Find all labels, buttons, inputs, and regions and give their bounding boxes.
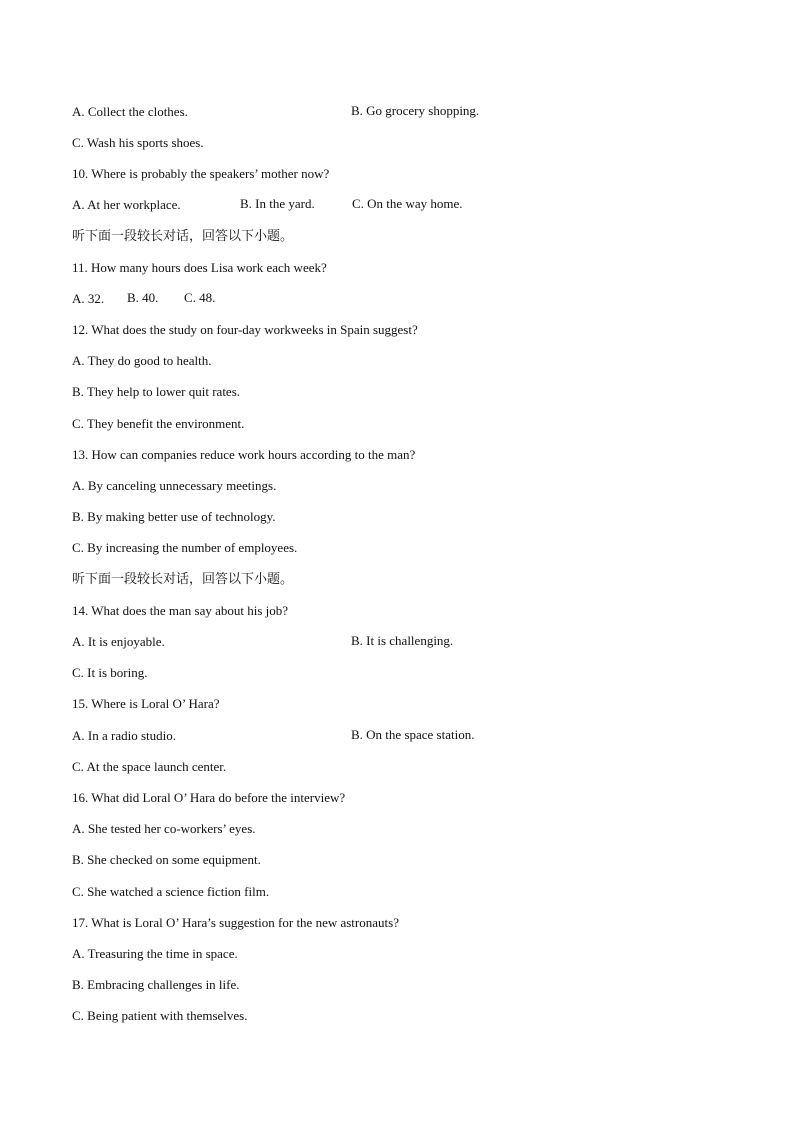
q15-option-a: A. In a radio studio.	[72, 728, 176, 743]
q17-question: 17. What is Loral O’ Hara’s suggestion for the new astronauts?	[72, 915, 399, 930]
q11-option-a: A. 32.	[72, 291, 105, 306]
q11-question: 11. How many hours does Lisa work each week?	[72, 260, 327, 275]
q16-option-c: C. She watched a science fiction film.	[72, 884, 270, 899]
q12-question: 12. What does the study on four-day workweeks in Spain suggest?	[72, 322, 418, 337]
q14-question: 14. What does the man say about his job?	[72, 603, 289, 618]
q17-option-c: C. Being patient with themselves.	[72, 1008, 248, 1023]
q15-option-c: C. At the space launch center.	[72, 759, 227, 774]
q13-option-a: A. By canceling unnecessary meetings.	[72, 478, 277, 493]
q12-option-a: A. They do good to health.	[72, 353, 212, 368]
q15-option-b: B. On the space station.	[351, 727, 475, 742]
q14-option-c: C. It is boring.	[72, 665, 148, 680]
q16-option-b: B. She checked on some equipment.	[72, 852, 261, 867]
q10-option-c: C. On the way home.	[352, 196, 463, 211]
q17-option-b: B. Embracing challenges in life.	[72, 977, 240, 992]
q10-option-b: B. In the yard.	[240, 196, 315, 211]
q12-option-c: C. They benefit the environment.	[72, 416, 245, 431]
q9-option-c: C. Wash his sports shoes.	[72, 135, 204, 150]
section-instruction: 听下面一段较长对话，回答以下小题。	[72, 229, 294, 244]
q16-question: 16. What did Loral O’ Hara do before the interview?	[72, 790, 346, 805]
q11-option-b: B. 40.	[127, 290, 159, 305]
q11-option-c: C. 48.	[184, 290, 216, 305]
q9-option-a: A. Collect the clothes.	[72, 104, 188, 119]
q10-option-a: A. At her workplace.	[72, 197, 181, 212]
q12-option-b: B. They help to lower quit rates.	[72, 384, 241, 399]
q16-option-a: A. She tested her co-workers’ eyes.	[72, 821, 256, 836]
section-instruction: 听下面一段较长对话，回答以下小题。	[72, 572, 294, 587]
q13-option-c: C. By increasing the number of employees.	[72, 540, 298, 555]
q13-option-b: B. By making better use of technology.	[72, 509, 276, 524]
q9-option-b: B. Go grocery shopping.	[351, 103, 480, 118]
q17-option-a: A. Treasuring the time in space.	[72, 946, 238, 961]
q10-question: 10. Where is probably the speakers’ mother now?	[72, 166, 330, 181]
q14-option-b: B. It is challenging.	[351, 633, 454, 648]
q13-question: 13. How can companies reduce work hours according to the man?	[72, 447, 416, 462]
q15-question: 15. Where is Loral O’ Hara?	[72, 696, 220, 711]
q14-option-a: A. It is enjoyable.	[72, 634, 165, 649]
